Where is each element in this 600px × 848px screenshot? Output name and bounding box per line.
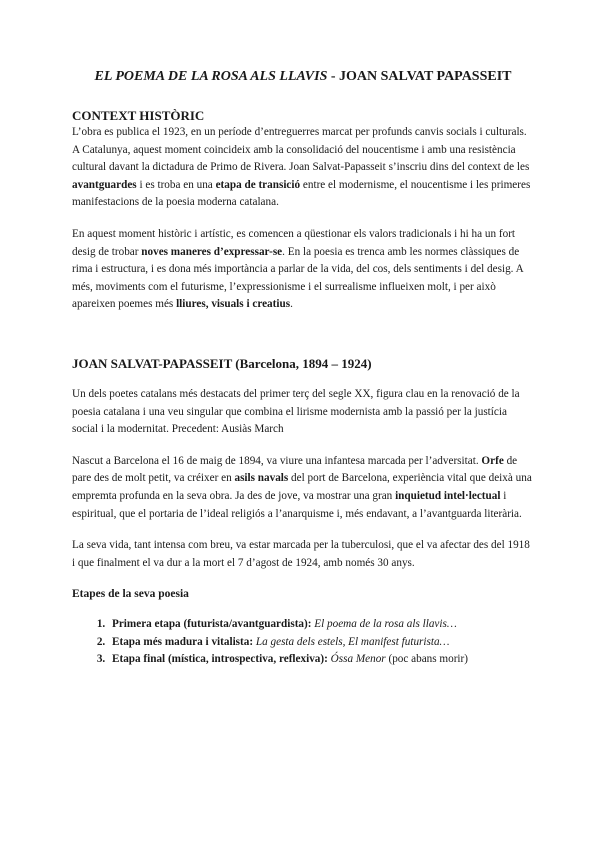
bold-separator: , xyxy=(205,298,212,311)
stages-heading: Etapes de la seva poesia xyxy=(72,588,189,601)
text-run: . En la poesia es trenca amb les normes clàssiques de rima i estructura, i es dona més importància a parlar de la vida, del cos, dels sentiments i del desig. A més, moviments com el futurisme, l’expressionisme i el surrealisme influeixen molt, i per això apareixen poemes més xyxy=(72,245,524,311)
text-run: i es troba en una xyxy=(136,178,216,191)
document-title xyxy=(72,68,534,86)
title-poem: EL POEMA DE LA ROSA ALS LLAVIS xyxy=(94,69,328,84)
author-paragraph-3: La seva vida, tant intensa com breu, va estar marcada per la tuberculosi, que el va afectar des del 1918 i que finalment el va dur a la mort el 7 d’agost de 1924, amb només 30 anys. xyxy=(72,539,530,569)
stage-label: Etapa final (mística, introspectiva, reflexiva): xyxy=(112,653,328,666)
author-heading: JOAN SALVAT-PAPASSEIT (Barcelona, 1894 – 1924) xyxy=(72,355,372,371)
context-paragraph-2 xyxy=(72,226,534,314)
text-run: de pare des de molt petit, va créixer en xyxy=(72,454,518,485)
text-run: i espiritual, que el portaria de l’ideal religiós a l’anarquisme i, més endavant, a l’avantguarda literària. xyxy=(72,489,522,520)
text-run: L’obra es publica el 1923, en un període d’entreguerres marcat per profunds canvis socials i culturals. A Catalunya, aquest moment coincideix amb la consolidació del noucentisme i amb una resistència cultural davant la dictadura de Primo de Rivera. Joan Salvat-Papasseit s’inscriu dins del context de les xyxy=(72,126,530,174)
stages-list xyxy=(72,616,534,669)
stage-label: Etapa més madura i vitalista: xyxy=(112,635,254,648)
author-paragraph-2 xyxy=(72,453,534,523)
list-item xyxy=(108,616,534,634)
bold-term-lliures: lliures xyxy=(176,298,206,311)
bold-term-creatius: creatius xyxy=(252,298,291,311)
bold-term-orfe: Orfe xyxy=(481,454,504,467)
stage-note: (poc abans morir) xyxy=(385,653,468,666)
bold-term-visuals: visuals xyxy=(211,298,244,311)
bold-term-avantguardes: avantguardes xyxy=(72,178,137,191)
document-page xyxy=(72,68,534,669)
bold-separator: i xyxy=(243,298,253,311)
stage-label: Primera etapa (futurista/avantguardista): xyxy=(112,618,312,631)
bold-term-asils: asils navals xyxy=(234,472,289,485)
context-heading: CONTEXT HISTÒRIC xyxy=(72,108,205,123)
stage-work: Óssa Menor xyxy=(330,653,386,666)
section-gap xyxy=(72,328,534,356)
text-run: En aquest moment històric i artístic, es comencen a qüestionar els valors tradicionals i hi ha un fort desig de trobar xyxy=(72,227,516,258)
bold-term-inquietud: inquietud intel·lectual xyxy=(395,489,501,502)
text-run: Nascut a Barcelona el 16 de maig de 1894, va viure una infantesa marcada per l’adversitat. xyxy=(72,454,482,467)
text-run: del port de Barcelona, experiència vital que deixà una empremta profunda en la seva obra. Ja des de jove, va mostrar una gran xyxy=(72,472,532,502)
list-item xyxy=(108,634,534,652)
context-paragraph-1 xyxy=(72,124,534,212)
stage-work: El poema de la rosa als llavis… xyxy=(314,618,457,631)
list-item xyxy=(108,651,534,669)
stage-work: La gesta dels estels, El manifest futurista… xyxy=(255,635,450,648)
author-paragraph-1: Un dels poetes catalans més destacats del primer terç del segle XX, figura clau en la renovació de la poesia catalana i una veu singular que combina el lirisme modernista amb la passió per la justícia social i la modernitat. Precedent: Ausiàs March xyxy=(72,387,520,436)
title-author: - JOAN SALVAT PAPASSEIT xyxy=(327,69,512,84)
text-run: entre el modernisme, el noucentisme i les primeres manifestacions de la poesia moderna catalana. xyxy=(72,178,531,209)
bold-term-expressar: noves maneres d’expressar-se xyxy=(141,245,283,258)
text-run: . xyxy=(290,298,293,311)
bold-term-transicio: etapa de transició xyxy=(215,178,301,191)
